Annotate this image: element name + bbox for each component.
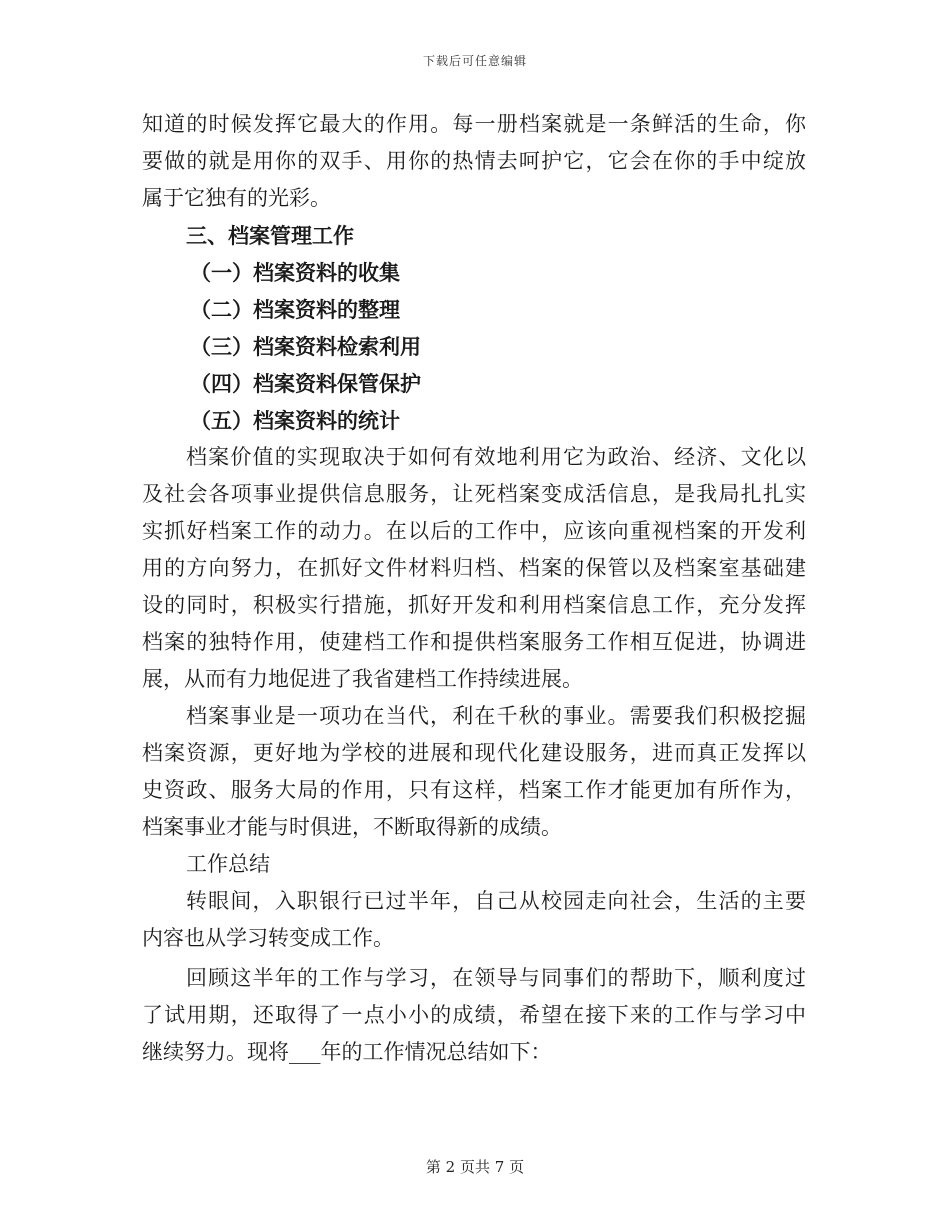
subheading-item: （二）档案资料的整理 xyxy=(190,297,400,322)
paragraph-line: 要做的就是用你的双手、用你的热情去呵护它，它会在你的手中绽放 xyxy=(142,149,806,173)
paragraph-line: 继续努力。现将___年的工作情况总结如下： xyxy=(142,1040,552,1064)
paragraph-line: 属于它独有的光彩。 xyxy=(142,186,331,210)
paragraph-line: 档案资源，更好地为学校的进展和现代化建设服务，进而真正发挥以 xyxy=(142,741,806,765)
subheading-item: （四）档案资料保管保护 xyxy=(190,371,421,396)
paragraph-archive-value xyxy=(142,439,806,698)
subheading-item: （五）档案资料的统计 xyxy=(190,408,400,433)
section-heading: 三、档案管理工作 xyxy=(186,223,354,248)
paragraph-line: 实抓好档案工作的动力。在以后的工作中，应该向重视档案的开发利 xyxy=(142,519,806,543)
document-body xyxy=(142,106,806,1071)
paragraph-line: 展，从而有力地促进了我省建档工作持续进展。 xyxy=(142,667,583,691)
paragraph-line: 及社会各项事业提供信息服务，让死档案变成活信息，是我局扎扎实 xyxy=(142,482,806,506)
paragraph-review xyxy=(142,960,806,1071)
paragraph-archive-career xyxy=(142,698,806,846)
subheading-item: （三）档案资料检索利用 xyxy=(190,334,421,359)
paragraph-line: 用的方向努力，在抓好文件材料归档、档案的保管以及档案室基础建 xyxy=(142,556,806,580)
subheading-item: （一）档案资料的收集 xyxy=(190,260,400,285)
paragraph-line: 档案事业才能与时俱进，不断取得新的成绩。 xyxy=(142,815,562,839)
paragraph-line: 内容也从学习转变成工作。 xyxy=(142,926,394,950)
subheading-list xyxy=(142,254,806,439)
page-number: 第 2 页共 7 页 xyxy=(425,1158,525,1176)
paragraph-opening xyxy=(142,883,806,957)
paragraph-line: 史资政、服务大局的作用，只有这样，档案工作才能更加有所作为， xyxy=(142,778,806,802)
paragraph-line: 转眼间，入职银行已过半年，自己从校园走向社会，生活的主要 xyxy=(186,889,806,913)
paragraph-line: 档案事业是一项功在当代，利在千秋的事业。需要我们积极挖掘 xyxy=(186,704,806,728)
paragraph-line: 档案价值的实现取决于如何有效地利用它为政治、经济、文化以 xyxy=(186,445,806,469)
document-title: 工作总结 xyxy=(186,852,270,876)
paragraph-line: 档案的独特作用，使建档工作和提供档案服务工作相互促进，协调进 xyxy=(142,630,806,654)
paragraph-line: 知道的时候发挥它最大的作用。每一册档案就是一条鲜活的生命，你 xyxy=(142,112,806,136)
page-header: 下载后可任意编辑 xyxy=(422,54,527,68)
paragraph-intro xyxy=(142,106,806,217)
paragraph-line: 了试用期，还取得了一点小小的成绩，希望在接下来的工作与学习中 xyxy=(142,1003,806,1027)
paragraph-line: 设的同时，积极实行措施，抓好开发和利用档案信息工作，充分发挥 xyxy=(142,593,806,617)
paragraph-line: 回顾这半年的工作与学习，在领导与同事们的帮助下，顺利度过 xyxy=(186,966,806,990)
